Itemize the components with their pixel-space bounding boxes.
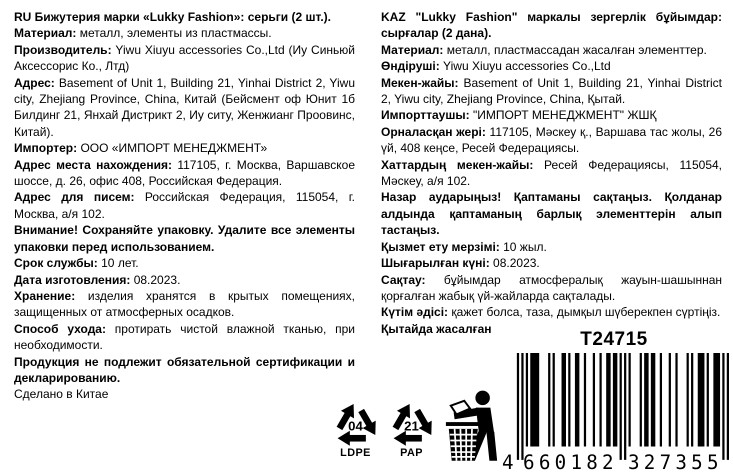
recycling-material-label: LDPE: [340, 447, 371, 460]
label-paragraph: Адрес места нахождения: 117105, г. Москва, Варшавское шоссе, д. 26, офис 408, Российская Федерация.: [14, 157, 355, 189]
label-paragraph: Внимание! Сохраняйте упаковку. Удалите все элементы упаковки перед использованием.: [14, 223, 355, 254]
barcode-block: [499, 329, 729, 471]
label-paragraph: Хранение: изделия хранятся в крытых помещениях, защищенных от атмосферных осадков.: [14, 288, 355, 320]
label-paragraph: Срок службы: 10 лет.: [14, 256, 139, 271]
label-paragraph: Материал: металл, пластмассадан жасалған элементтер.: [381, 42, 707, 57]
label-paragraph: Қызмет ету мерзімі: 10 жыл.: [381, 239, 547, 254]
barcode-digits-right: 327355: [628, 450, 723, 471]
recycling-code-ldpe-icon: [331, 391, 380, 461]
label-paragraph: Мекен-жайы: Basement of Unit 1, Building 21, Yinhai District 2, Yiwu city, Zhejiang Province, China, Қытай.: [381, 75, 722, 107]
barcode-digits-left: 660182: [523, 450, 618, 471]
recycling-code-number: 04: [348, 418, 363, 434]
label-paragraph: Материал: металл, элементы из пластмассы.: [14, 26, 272, 41]
recycling-icons-row: [331, 391, 501, 463]
label-paragraph: Продукция не подлежит обязательной сертификации и декларированию.: [14, 354, 355, 385]
label-paragraph: Дата изготовления: 08.2023.: [14, 272, 181, 287]
label-paragraph: Адрес: Basement of Unit 1, Building 21, Yinhai District 2, Yiwu city, Zhejiang Province, China, Китай (Бейсмент оф Юнит 1б Билдинг 21, Янхай Дистрикт 2, Иу ситу, Женжианг Проовинс, Китай).: [14, 75, 355, 139]
label-paragraph: Шығарылған күні: 08.2023.: [381, 256, 540, 271]
label-paragraph: Способ ухода: протирать чистой влажной тканью, при необходимости.: [14, 321, 355, 353]
label-paragraph: Қытайда жасалған: [381, 321, 492, 336]
label-paragraph: Сделано в Китае: [14, 387, 109, 402]
recycling-code-pap-icon: [387, 391, 436, 461]
tidyman-dispose-properly-icon: [443, 387, 501, 463]
russian-column: [14, 9, 355, 403]
label-paragraph: Күтім әдісі: қажет болса, таза, дымқыл шүберекпен сүртіңіз.: [381, 305, 721, 320]
barcode-digit-first: 4: [501, 450, 514, 471]
label-paragraph: Импорттаушы: "ИМПОРТ МЕНЕДЖМЕНТ" ЖШҚ: [381, 108, 657, 123]
label-paragraph: Адрес для писем: Российская Федерация, 115054, г. Москва, а/я 102.: [14, 190, 355, 221]
label-paragraph: Сақтау: бұйымдар атмосфералық жауын-шашыннан қорғалған жабық үй-жайларда сақталады.: [381, 272, 722, 303]
label-paragraph: Импортер: ООО «ИМПОРТ МЕНЕДЖМЕНТ»: [14, 141, 268, 156]
label-paragraph: Хаттардың мекен-жайы: Ресей Федерациясы, 115054, Мәскеу, а/я 102.: [381, 157, 722, 189]
label-paragraph: Орналасқан жері: 117105, Мәскеу қ., Варшава тас жолы, 26 үй, 408 кеңсе, Ресей Федерациясы.: [381, 124, 722, 156]
label-paragraph: RU Бижутерия марки «Lukky Fashion»: серьги (2 шт.).: [14, 10, 331, 24]
label-paragraph: Производитель: Yiwu Xiuyu accessories Co.,Ltd (Иу Синьюй Аксессорис Ко., Лтд): [14, 42, 355, 74]
ean13-barcode: [499, 353, 729, 471]
recycling-code-number: 21: [404, 418, 419, 434]
label-paragraph: KAZ "Lukky Fashion" маркалы зергерлік бұйымдар: сырғалар (2 дана).: [381, 10, 722, 41]
label-paragraph: Назар аударыңыз! Қаптаманы сақтаңыз. Қолданар алдында қаптаманың барлық элементтерін алып тастаңыз.: [381, 190, 722, 238]
recycling-material-label: PAP: [400, 447, 423, 460]
article-number: T24715: [580, 329, 648, 350]
label-paragraph: Өндіруші: Yiwu Xiuyu accessories Co.,Ltd: [381, 59, 611, 74]
